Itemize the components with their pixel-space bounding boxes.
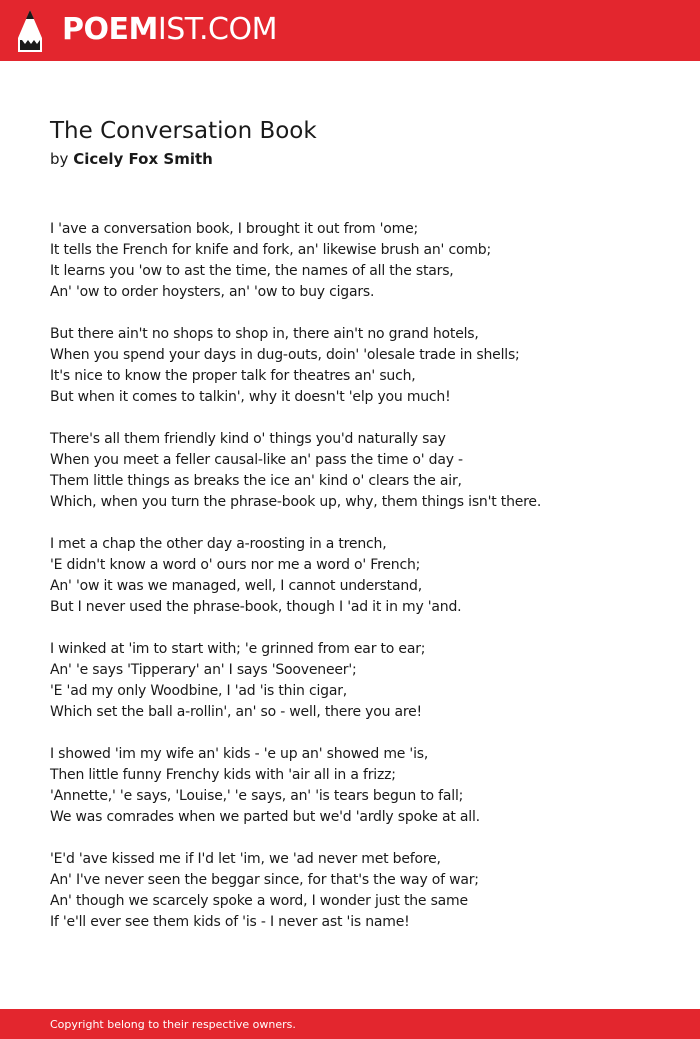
poem-line: 'E'd 'ave kissed me if I'd let 'im, we 'ad never met before, (50, 851, 441, 867)
poem-line: But there ain't no shops to shop in, there ain't no grand hotels, (50, 326, 479, 342)
poem-line: An' 'ow it was we managed, well, I cannot understand, (50, 578, 422, 594)
poem-line: I showed 'im my wife an' kids - 'e up an' showed me 'is, (50, 746, 429, 762)
poem-line: Which set the ball a-rollin', an' so - well, there you are! (50, 704, 422, 720)
site-footer (0, 1009, 700, 1039)
poem-line: There's all them friendly kind o' things you'd naturally say (50, 431, 446, 447)
poem-line: It learns you 'ow to ast the time, the names of all the stars, (50, 263, 454, 279)
pencil-icon[interactable] (18, 10, 42, 52)
poem-line: But when it comes to talkin', why it doesn't 'elp you much! (50, 389, 451, 405)
poem-line: An' though we scarcely spoke a word, I wonder just the same (50, 893, 468, 909)
copyright-text: Copyright belong to their respective owners. (50, 1018, 296, 1031)
stanza (50, 219, 650, 303)
poem-line: 'Annette,' 'e says, 'Louise,' 'e says, an' 'is tears begun to fall; (50, 788, 464, 804)
stanza (50, 534, 650, 618)
brand-light-text: IST.COM (157, 12, 277, 47)
poem-line: When you spend your days in dug-outs, doin' 'olesale trade in shells; (50, 347, 520, 363)
poem-line: I met a chap the other day a-roosting in a trench, (50, 536, 387, 552)
stanza (50, 744, 650, 828)
poem-line: Them little things as breaks the ice an' kind o' clears the air, (50, 473, 462, 489)
poem-line: I winked at 'im to start with; 'e grinned from ear to ear; (50, 641, 426, 657)
poem-line: An' 'ow to order hoysters, an' 'ow to buy cigars. (50, 284, 375, 300)
poem-line: It's nice to know the proper talk for theatres an' such, (50, 368, 416, 384)
poem-line: Then little funny Frenchy kids with 'air all in a frizz; (50, 767, 396, 783)
poem-line: If 'e'll ever see them kids of 'is - I never ast 'is name! (50, 914, 410, 930)
poem-body (50, 219, 650, 954)
poem-line: When you meet a feller causal-like an' pass the time o' day - (50, 452, 463, 468)
poem-line: We was comrades when we parted but we'd 'ardly spoke at all. (50, 809, 480, 825)
poem-line: Which, when you turn the phrase-book up, why, them things isn't there. (50, 494, 542, 510)
poem-line: 'E didn't know a word o' ours nor me a word o' French; (50, 557, 421, 573)
stanza (50, 324, 650, 408)
stanza (50, 429, 650, 513)
brand-bold-text: POEM (62, 12, 158, 47)
poem-line: 'E 'ad my only Woodbine, I 'ad 'is thin cigar, (50, 683, 348, 699)
poem-line: An' 'e says 'Tipperary' an' I says 'Sooveneer'; (50, 662, 357, 678)
by-prefix: by (50, 150, 69, 168)
poem-line: I 'ave a conversation book, I brought it out from 'ome; (50, 221, 419, 237)
site-header (0, 0, 700, 61)
author-name: Cicely Fox Smith (73, 150, 213, 168)
site-logo[interactable] (62, 12, 277, 48)
stanza (50, 849, 650, 933)
poem-line: An' I've never seen the beggar since, for that's the way of war; (50, 872, 479, 888)
poem-title: The Conversation Book (50, 118, 317, 144)
stanza (50, 639, 650, 723)
poem-line: It tells the French for knife and fork, an' likewise brush an' comb; (50, 242, 491, 258)
poem-line: But I never used the phrase-book, though I 'ad it in my 'and. (50, 599, 462, 615)
byline (50, 149, 213, 169)
